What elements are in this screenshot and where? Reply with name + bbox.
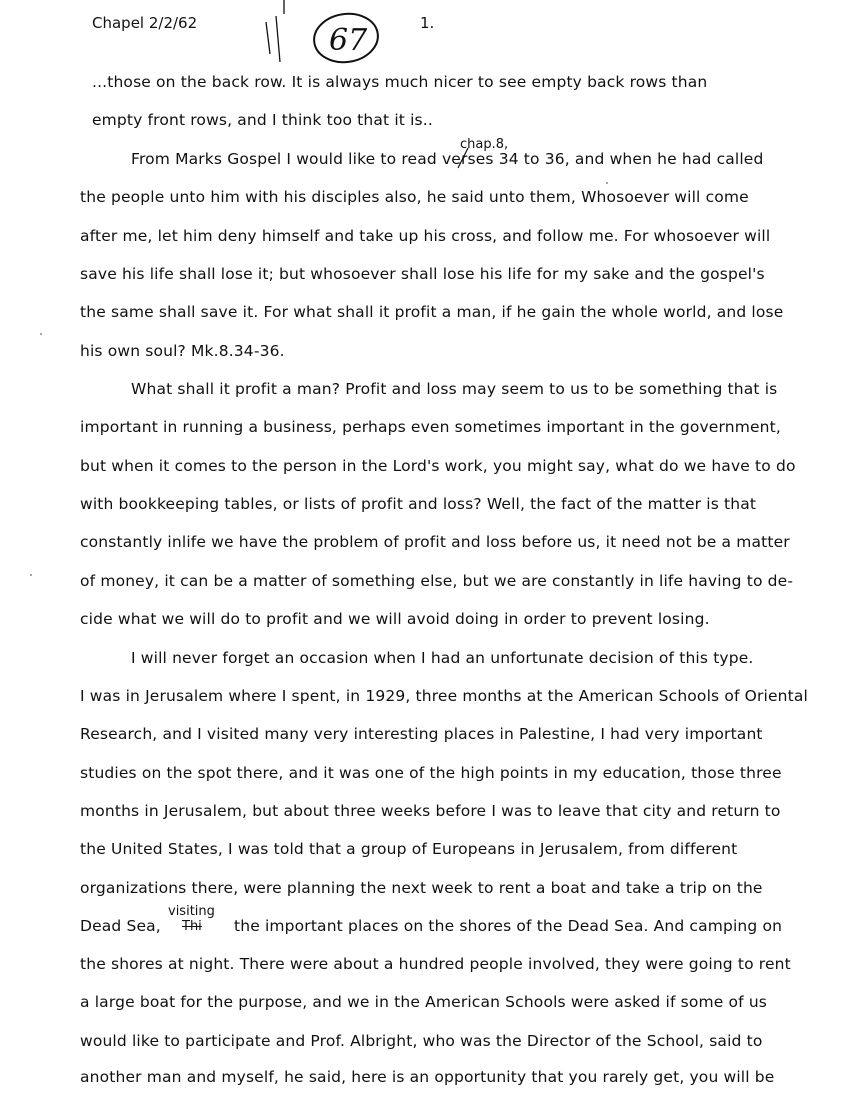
text-line: of money, it can be a matter of something else, but we are constantly in life having to de- bbox=[80, 572, 794, 590]
text-line: save his life shall lose it; but whosoever shall lose his life for my sake and the gospel's bbox=[80, 265, 765, 283]
scan-speck bbox=[606, 182, 608, 184]
text-line: constantly inlife we have the problem of profit and loss before us, it need not be a matter bbox=[80, 533, 790, 551]
text-line: another man and myself, he said, here is an opportunity that you rarely get, you will be bbox=[80, 1068, 775, 1086]
visiting-insertion: visiting bbox=[168, 904, 215, 919]
circled-number: 67 bbox=[329, 23, 368, 58]
text-line: ...those on the back row. It is always much nicer to see empty back rows than bbox=[92, 73, 708, 91]
text-line: would like to participate and Prof. Albright, who was the Director of the School, said to bbox=[80, 1032, 763, 1050]
document-header-title: Chapel 2/2/62 bbox=[92, 14, 198, 32]
scan-speck bbox=[30, 574, 32, 576]
margin-tick bbox=[266, 22, 270, 54]
text-line: the shores at night. There were about a hundred people involved, they were going to rent bbox=[80, 955, 791, 973]
text-line: the people unto him with his disciples also, he said unto them, Whosoever will come bbox=[80, 188, 749, 206]
text-line: Research, and I visited many very interesting places in Palestine, I had very important bbox=[80, 725, 763, 743]
struck-out-word: Thi bbox=[182, 919, 202, 934]
text-line: I was in Jerusalem where I spent, in 1929, three months at the American Schools of Oriental bbox=[80, 687, 808, 705]
text-line: the same shall save it. For what shall it profit a man, if he gain the whole world, and lose bbox=[80, 303, 784, 321]
text-line: empty front rows, and I think too that it is.. bbox=[92, 111, 433, 129]
page-number: 1. bbox=[420, 14, 435, 32]
text-line: his own soul? Mk.8.34-36. bbox=[80, 342, 285, 360]
text-line: important in running a business, perhaps even sometimes important in the government, bbox=[80, 418, 781, 436]
text-line: a large boat for the purpose, and we in the American Schools were asked if some of us bbox=[80, 993, 768, 1011]
text-line: months in Jerusalem, but about three weeks before I was to leave that city and return to bbox=[80, 802, 781, 820]
chapter-insertion: chap.8, bbox=[460, 137, 509, 152]
margin-tick bbox=[276, 16, 280, 62]
text-line: I will never forget an occasion when I had an unfortunate decision of this type. bbox=[131, 649, 754, 667]
text-line: cide what we will do to profit and we will avoid doing in order to prevent losing. bbox=[80, 610, 710, 628]
text-line: but when it comes to the person in the Lord's work, you might say, what do we have to do bbox=[80, 457, 796, 475]
text-line: studies on the spot there, and it was one of the high points in my education, those three bbox=[80, 764, 782, 782]
text-line: organizations there, were planning the next week to rent a boat and take a trip on the bbox=[80, 879, 763, 897]
text-line: What shall it profit a man? Profit and loss may seem to us to be something that is bbox=[131, 380, 778, 398]
text-line: From Marks Gospel I would like to read verses 34 to 36, and when he had called bbox=[131, 150, 764, 168]
text-line: the important places on the shores of the Dead Sea. And camping on bbox=[234, 917, 783, 935]
text-line: the United States, I was told that a group of Europeans in Jerusalem, from different bbox=[80, 840, 738, 858]
scan-speck bbox=[40, 333, 42, 335]
text-line: with bookkeeping tables, or lists of profit and loss? Well, the fact of the matter is that bbox=[80, 495, 757, 513]
text-line: Dead Sea, bbox=[80, 917, 161, 935]
text-line: after me, let him deny himself and take up his cross, and follow me. For whosoever will bbox=[80, 227, 771, 245]
